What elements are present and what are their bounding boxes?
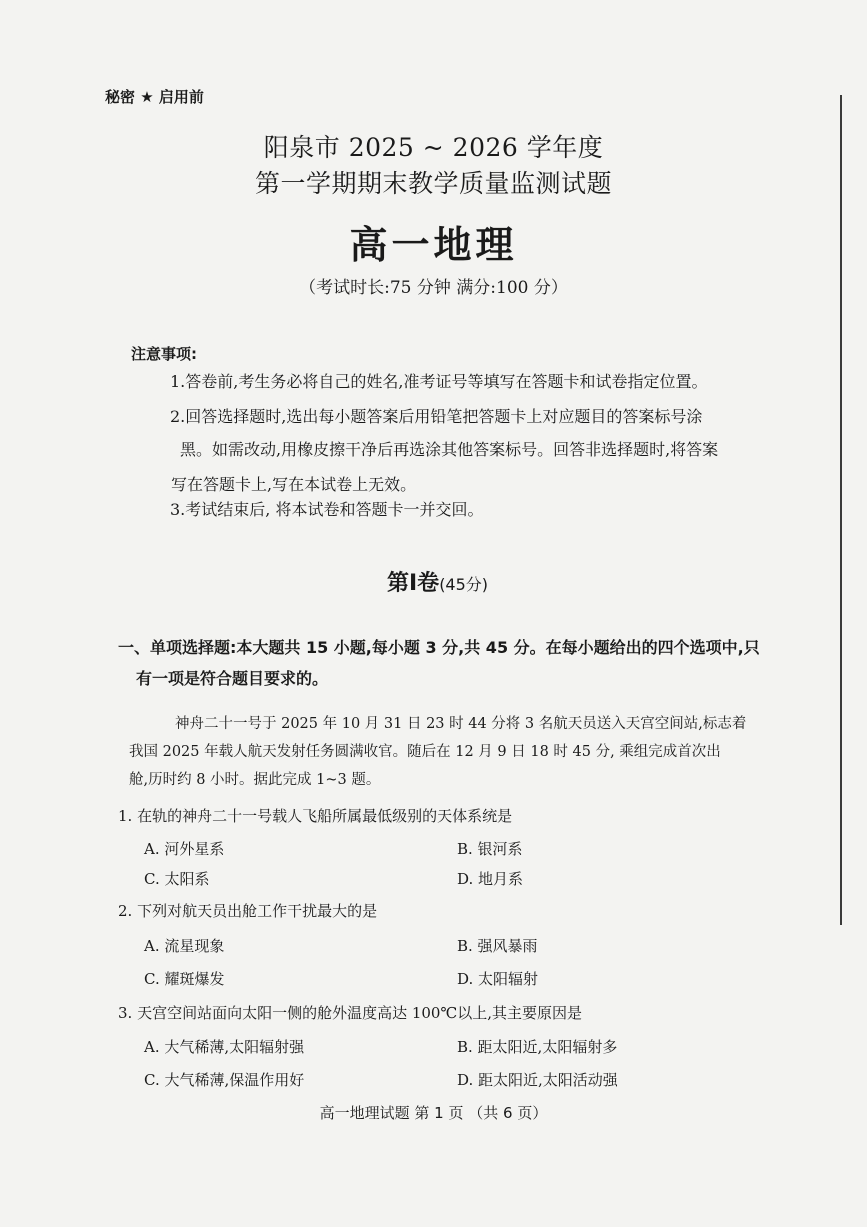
question-2-stem: 2. 下列对航天员出舱工作干扰最大的是 xyxy=(118,902,378,920)
exam-title-line2: 第一学期期末教学质量监测试题 xyxy=(254,169,612,198)
question-2-option-a: A. 流星现象 xyxy=(144,937,225,955)
page-footer: 高一地理试题 第 1 页 （共 6 页） xyxy=(319,1104,548,1122)
section-instruction-line1: 一、单项选择题:本大题共 15 小题,每小题 3 分,共 45 分。在每小题给出的四个选项中,只 xyxy=(118,638,760,657)
question-2-option-c: C. 耀斑爆发 xyxy=(144,970,225,988)
note-item-2-line1: 2.回答选择题时,选出每小题答案后用铅笔把答题卡上对应题目的答案标号涂 xyxy=(170,407,703,426)
volume-score: (45分) xyxy=(439,575,489,594)
question-1-stem: 1. 在轨的神舟二十一号载人飞船所属最低级别的天体系统是 xyxy=(118,807,513,825)
secret-label: 秘密 ★ 启用前 xyxy=(105,88,204,106)
question-3-option-d: D. 距太阳近,太阳活动强 xyxy=(457,1071,618,1089)
passage-line3: 舱,历时约 8 小时。据此完成 1~3 题。 xyxy=(129,772,381,788)
question-1-option-b: B. 银河系 xyxy=(457,840,523,858)
question-3-option-c: C. 大气稀薄,保温作用好 xyxy=(144,1071,305,1089)
volume-label: 第Ⅰ卷 xyxy=(387,571,440,596)
passage-line1: 神舟二十一号于 2025 年 10 月 31 日 23 时 44 分将 3 名航天员送入天宫空间站,标志着 xyxy=(175,716,747,732)
question-1-option-c: C. 太阳系 xyxy=(144,870,210,888)
volume-heading xyxy=(387,566,488,597)
question-3-option-a: A. 大气稀薄,太阳辐射强 xyxy=(144,1038,305,1056)
note-item-1: 1.答卷前,考生务必将自己的姓名,准考证号等填写在答题卡和试卷指定位置。 xyxy=(170,372,708,391)
question-3-stem: 3. 天宫空间站面向太阳一侧的舱外温度高达 100℃以上,其主要原因是 xyxy=(118,1004,583,1022)
section-instruction-line2: 有一项是符合题目要求的。 xyxy=(136,669,329,688)
question-1-option-a: A. 河外星系 xyxy=(144,840,225,858)
question-2-option-b: B. 强风暴雨 xyxy=(457,937,538,955)
notes-heading: 注意事项: xyxy=(131,345,197,363)
note-item-2-line2: 黑。如需改动,用橡皮擦干净后再选涂其他答案标号。回答非选择题时,将答案 xyxy=(180,440,719,459)
passage-line2: 我国 2025 年载人航天发射任务圆满收官。随后在 12 月 9 日 18 时 45 分, 乘组完成首次出 xyxy=(129,744,721,760)
question-1-option-d: D. 地月系 xyxy=(457,870,524,888)
exam-duration: （考试时长:75 分钟 满分:100 分） xyxy=(299,278,568,298)
exam-title-line1: 阳泉市 2025 ~ 2026 学年度 xyxy=(263,133,604,162)
note-item-3: 3.考试结束后, 将本试卷和答题卡一并交回。 xyxy=(170,500,484,519)
note-item-2-line3: 写在答题卡上,写在本试卷上无效。 xyxy=(171,475,417,494)
question-3-option-b: B. 距太阳近,太阳辐射多 xyxy=(457,1038,618,1056)
subject-title: 高一地理 xyxy=(349,223,518,267)
question-2-option-d: D. 太阳辐射 xyxy=(457,970,539,988)
